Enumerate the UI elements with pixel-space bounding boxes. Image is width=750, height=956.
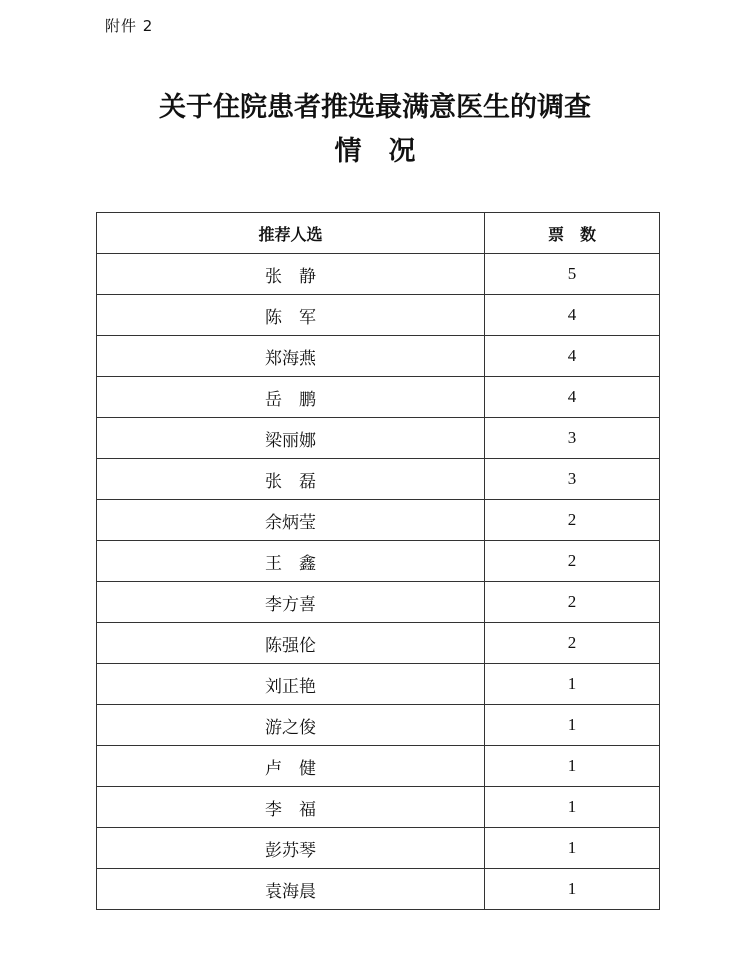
vote-count: 4 bbox=[485, 295, 660, 336]
header-candidate: 推荐人选 bbox=[97, 213, 485, 254]
table-row bbox=[97, 582, 660, 623]
candidate-name: 游之俊 bbox=[97, 705, 485, 746]
vote-count: 2 bbox=[485, 623, 660, 664]
attachment-label: 附件 2 bbox=[105, 17, 154, 35]
table-row bbox=[97, 869, 660, 910]
table-row bbox=[97, 664, 660, 705]
vote-count: 1 bbox=[485, 664, 660, 705]
vote-results-table bbox=[96, 212, 660, 910]
candidate-name: 刘正艳 bbox=[97, 664, 485, 705]
candidate-name: 卢 健 bbox=[97, 746, 485, 787]
candidate-name: 张 磊 bbox=[97, 459, 485, 500]
vote-count: 4 bbox=[485, 336, 660, 377]
vote-count: 1 bbox=[485, 705, 660, 746]
candidate-name: 李 福 bbox=[97, 787, 485, 828]
table-row bbox=[97, 705, 660, 746]
candidate-name: 陈 军 bbox=[97, 295, 485, 336]
candidate-name: 郑海燕 bbox=[97, 336, 485, 377]
candidate-name: 余炳莹 bbox=[97, 500, 485, 541]
vote-count: 3 bbox=[485, 459, 660, 500]
table-row bbox=[97, 295, 660, 336]
candidate-name: 袁海晨 bbox=[97, 869, 485, 910]
candidate-name: 王 鑫 bbox=[97, 541, 485, 582]
candidate-name: 李方喜 bbox=[97, 582, 485, 623]
table-row bbox=[97, 746, 660, 787]
vote-count: 3 bbox=[485, 418, 660, 459]
table-row bbox=[97, 787, 660, 828]
vote-count: 1 bbox=[485, 746, 660, 787]
candidate-name: 梁丽娜 bbox=[97, 418, 485, 459]
document-title-line-1: 关于住院患者推选最满意医生的调查 bbox=[159, 92, 591, 123]
table-row bbox=[97, 623, 660, 664]
table-row bbox=[97, 336, 660, 377]
document-title-line-2: 情 况 bbox=[334, 136, 416, 167]
vote-count: 4 bbox=[485, 377, 660, 418]
candidate-name: 岳 鹏 bbox=[97, 377, 485, 418]
candidate-name: 陈强伦 bbox=[97, 623, 485, 664]
table-row bbox=[97, 459, 660, 500]
table-row bbox=[97, 541, 660, 582]
table-row bbox=[97, 500, 660, 541]
table-row bbox=[97, 377, 660, 418]
table-header-row bbox=[97, 213, 660, 254]
vote-count: 2 bbox=[485, 582, 660, 623]
header-votes bbox=[485, 213, 660, 254]
header-votes-label: 票 数 bbox=[547, 224, 596, 244]
vote-count: 2 bbox=[485, 541, 660, 582]
vote-count: 1 bbox=[485, 787, 660, 828]
table-row bbox=[97, 254, 660, 295]
table-row bbox=[97, 828, 660, 869]
vote-count: 5 bbox=[485, 254, 660, 295]
candidate-name: 张 静 bbox=[97, 254, 485, 295]
vote-count: 1 bbox=[485, 828, 660, 869]
table-row bbox=[97, 418, 660, 459]
vote-count: 2 bbox=[485, 500, 660, 541]
vote-count: 1 bbox=[485, 869, 660, 910]
candidate-name: 彭苏琴 bbox=[97, 828, 485, 869]
